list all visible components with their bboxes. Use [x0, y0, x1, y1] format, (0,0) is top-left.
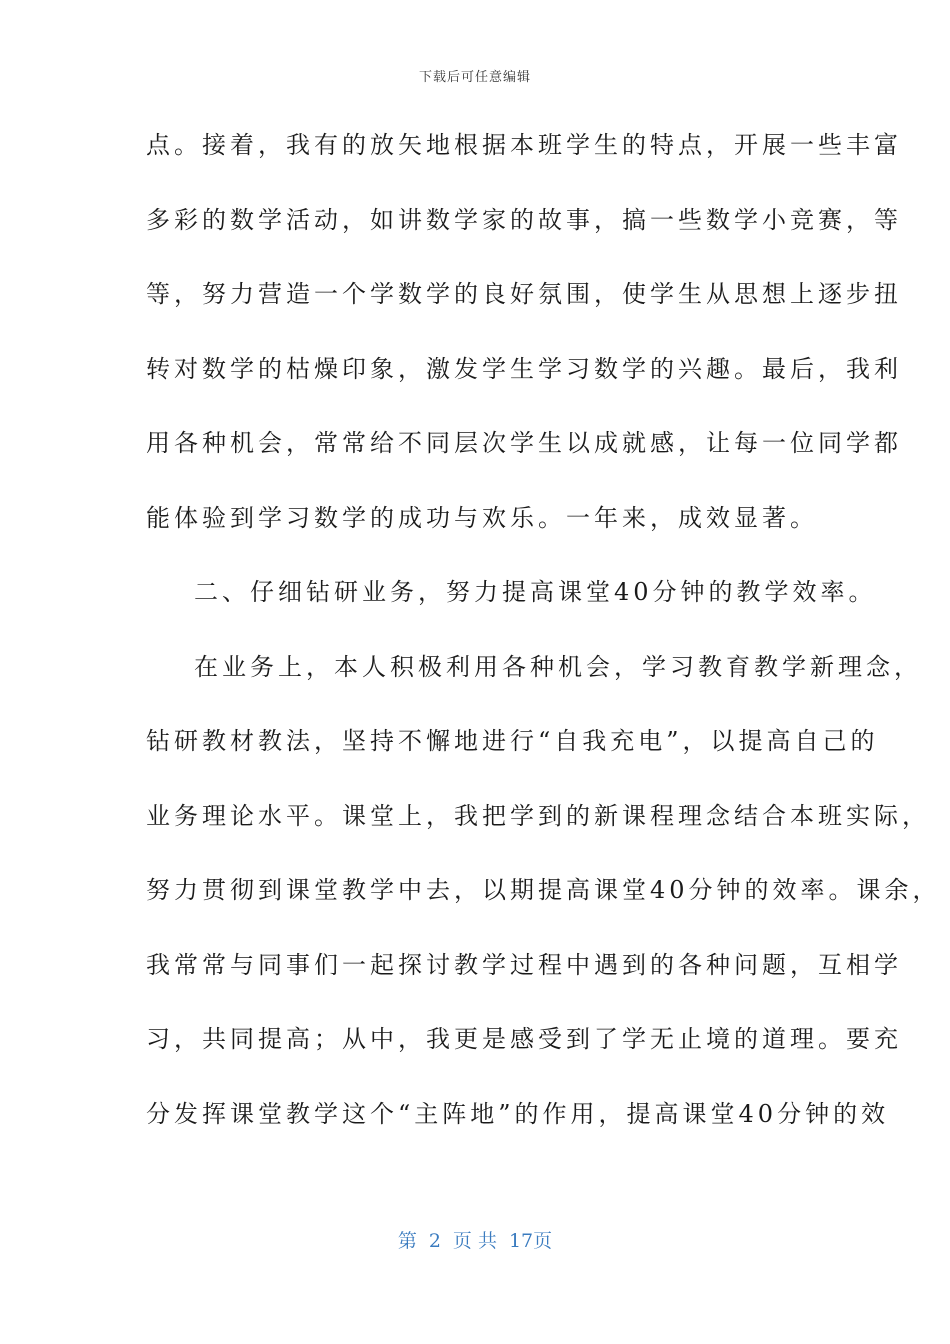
- text-line: 我常常与同事们一起探讨教学过程中遇到的各种问题，互相学: [146, 950, 902, 979]
- text-line: 等，努力营造一个学数学的良好氛围，使学生从思想上逐步扭: [146, 280, 902, 308]
- text-line: 点。接着，我有的放矢地根据本班学生的特点，开展一些丰富: [146, 131, 902, 159]
- paragraph-first-line: 在业务上，本人积极利用各种机会，学习教育教学新理念，: [194, 652, 922, 681]
- footer-prefix: 第: [397, 1230, 417, 1252]
- total-pages-number: 17: [508, 1230, 534, 1252]
- text-line: 钻研教材教法，坚持不懈地进行“自我充电”，以提高自己的: [146, 727, 879, 755]
- footer-middle: 页 共: [452, 1230, 497, 1252]
- text-line: 转对数学的枯燥印象，激发学生学习数学的兴趣。最后，我利: [146, 354, 902, 383]
- text-line: 业务理论水平。课堂上，我把学到的新课程理念结合本班实际，: [146, 801, 930, 830]
- section-heading: 二、仔细钻研业务，努力提高课堂40分钟的教学效率。: [194, 578, 877, 606]
- current-page-number: 2: [428, 1230, 441, 1252]
- footer-suffix: 页: [533, 1230, 553, 1252]
- text-line: 努力贯彻到课堂教学中去，以期提高课堂40分钟的效率。课余，: [146, 876, 941, 904]
- page-header: 下载后可任意编辑: [418, 70, 531, 85]
- text-line: 习，共同提高；从中，我更是感受到了学无止境的道理。要充: [146, 1025, 902, 1053]
- document-body: [146, 125, 941, 1168]
- text-line: 用各种机会，常常给不同层次学生以成就感，让每一位同学都: [146, 429, 902, 457]
- text-line: 多彩的数学活动，如讲数学家的故事，搞一些数学小竞赛，等: [146, 205, 902, 234]
- text-line: 能体验到学习数学的成功与欢乐。一年来，成效显著。: [146, 503, 818, 532]
- text-line: 分发挥课堂教学这个“主阵地”的作用，提高课堂40分钟的效: [146, 1099, 890, 1128]
- page-footer: [0, 1226, 950, 1253]
